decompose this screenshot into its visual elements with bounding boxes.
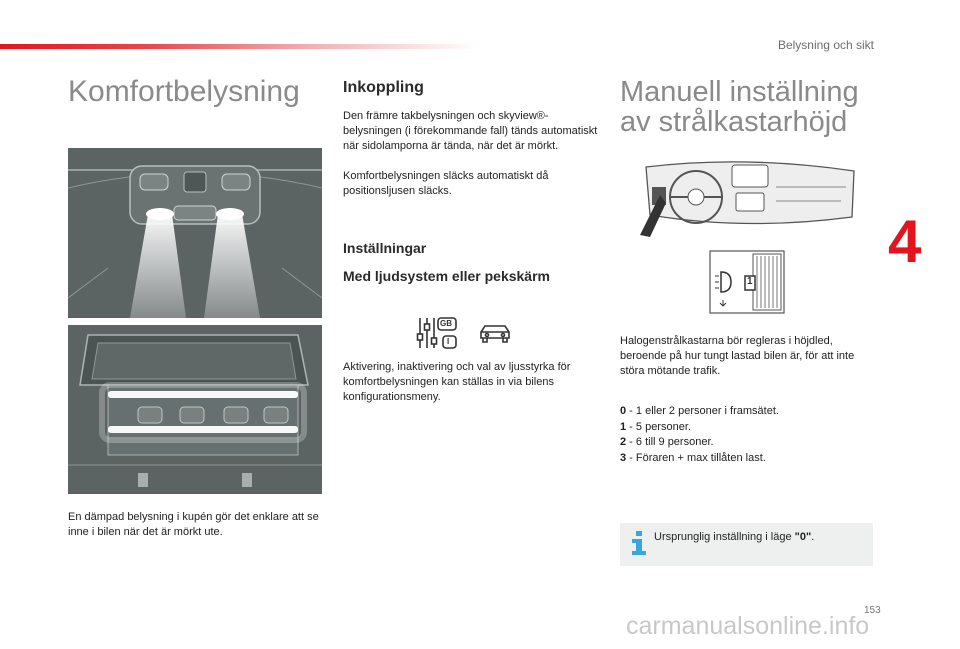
chapter-number: 4: [888, 208, 922, 275]
illustration-dashboard: [636, 157, 856, 239]
title-manuell-line2: av strålkastarhöjd: [620, 106, 848, 138]
heading-ljudsystem: Med ljudsystem eller pekskärm: [343, 268, 550, 284]
watermark: carmanualsonline.info: [626, 612, 870, 640]
title-komfortbelysning: Komfortbelysning: [68, 75, 300, 108]
info-note: [620, 523, 873, 566]
header-accent-bar: [0, 44, 480, 49]
photo-skyview-lights: [68, 325, 322, 494]
list-item: 1 - 5 personer.: [620, 420, 691, 433]
dial-label: 1: [747, 276, 753, 287]
heading-inkoppling: Inkoppling: [343, 79, 424, 96]
car-icon: [478, 320, 512, 346]
list-item: 3 - Föraren + max tillåten last.: [620, 451, 766, 464]
illustration-height-dial: [709, 250, 785, 314]
title-manuell-line1: Manuell inställning: [620, 76, 859, 108]
list-item: 2 - 6 till 9 personer.: [620, 436, 714, 448]
icon-i-label: I: [447, 337, 450, 346]
note-text: Ursprunglig inställning i läge "0".: [654, 531, 815, 543]
text-inkoppling: Den främre takbelysningen och skyview®-belysningen (i förekommande fall) tänds automatiskt när sidolamporna är tända, när det är mörkt.: [343, 110, 598, 152]
text-aktivering: Aktivering, inaktivering och val av ljusstyrka för komfortbelysningen kan ställas in via bilens konfigurationsmeny.: [343, 361, 571, 403]
text-inkoppling-2: Komfortbelysningen släcks automatiskt då positionsljusen släcks.: [343, 170, 549, 197]
info-icon: [628, 529, 650, 557]
caption-komfortbelysning: En dämpad belysning i kupén gör det enklare att se inne i bilen när det är mörkt ute.: [68, 511, 319, 538]
settings-sliders-icon: [416, 314, 458, 352]
icon-gb-label: GB: [440, 319, 452, 328]
photo-ceiling-lights: [68, 148, 322, 318]
page-number: 153: [864, 605, 881, 616]
section-title: Belysning och sikt: [777, 38, 874, 52]
list-item: 0 - 1 eller 2 personer i framsätet.: [620, 405, 779, 417]
text-halogen: Halogenstrålkastarna bör regleras i höjdled, beroende på hur tungt lastad bilen är, för att inte störa mötande trafik.: [620, 335, 855, 377]
load-level-list: [620, 404, 880, 466]
heading-installningar: Inställningar: [343, 240, 427, 256]
